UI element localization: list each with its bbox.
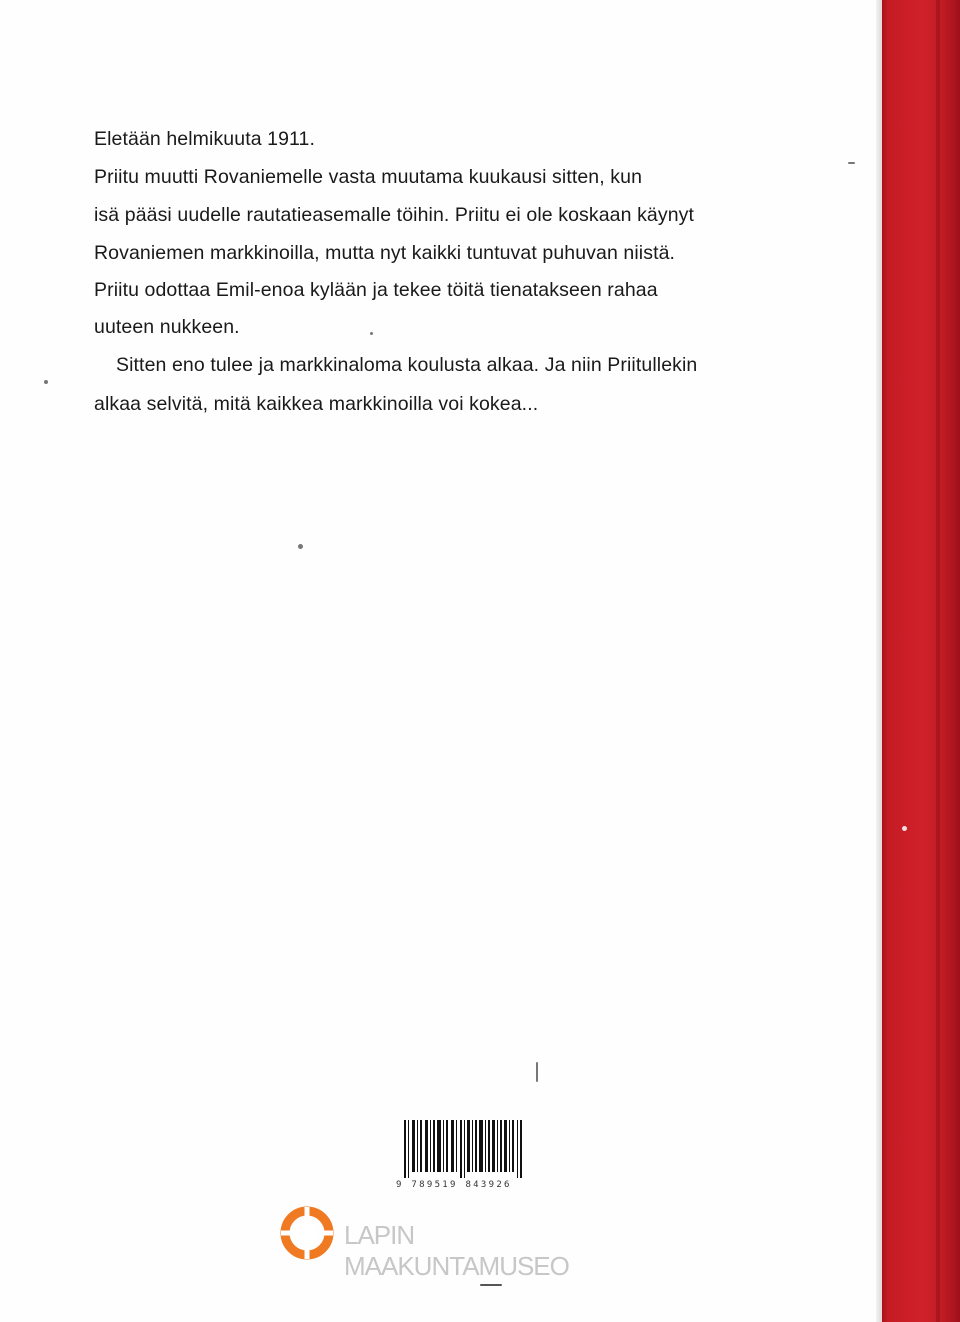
isbn-barcode <box>396 1120 528 1194</box>
barcode-digits: 9 789519 843926 <box>396 1180 512 1190</box>
barcode-bars <box>404 1120 526 1178</box>
lifebuoy-logo-icon <box>280 1206 334 1260</box>
dust-speck <box>848 162 855 164</box>
blurb-line-6: uuteen nukkeen. <box>94 316 240 338</box>
dust-speck <box>536 1062 538 1082</box>
dust-speck <box>44 380 48 384</box>
blurb-line-7: Sitten eno tulee ja markkinaloma koulusta alkaa. Ja niin Priitullekin <box>116 354 698 376</box>
dust-speck <box>298 544 303 549</box>
blurb-line-2: Priitu muutti Rovaniemelle vasta muutama kuukausi sitten, kun <box>94 166 643 188</box>
blurb-line-8: alkaa selvitä, mitä kaikkea markkinoilla voi kokea... <box>94 393 539 415</box>
publisher-logo <box>280 1204 640 1281</box>
dust-speck <box>370 332 373 335</box>
blurb-line-5: Priitu odottaa Emil-enoa kylään ja tekee töitä tienatakseen rahaa <box>94 279 658 301</box>
dust-speck <box>902 826 907 831</box>
spine-crease <box>936 0 940 1322</box>
blurb-line-1: Eletään helmikuuta 1911. <box>94 128 316 150</box>
blurb-line-4: Rovaniemen markkinoilla, mutta nyt kaikki tuntuvat puhuvan niistä. <box>94 242 676 264</box>
publisher-name: LAPIN MAAKUNTAMUSEO <box>344 1220 569 1281</box>
dust-speck <box>480 1284 502 1286</box>
blurb-line-3: isä pääsi uudelle rautatieasemalle töihin. Priitu ei ole koskaan käynyt <box>94 204 695 226</box>
red-spine <box>882 0 960 1322</box>
